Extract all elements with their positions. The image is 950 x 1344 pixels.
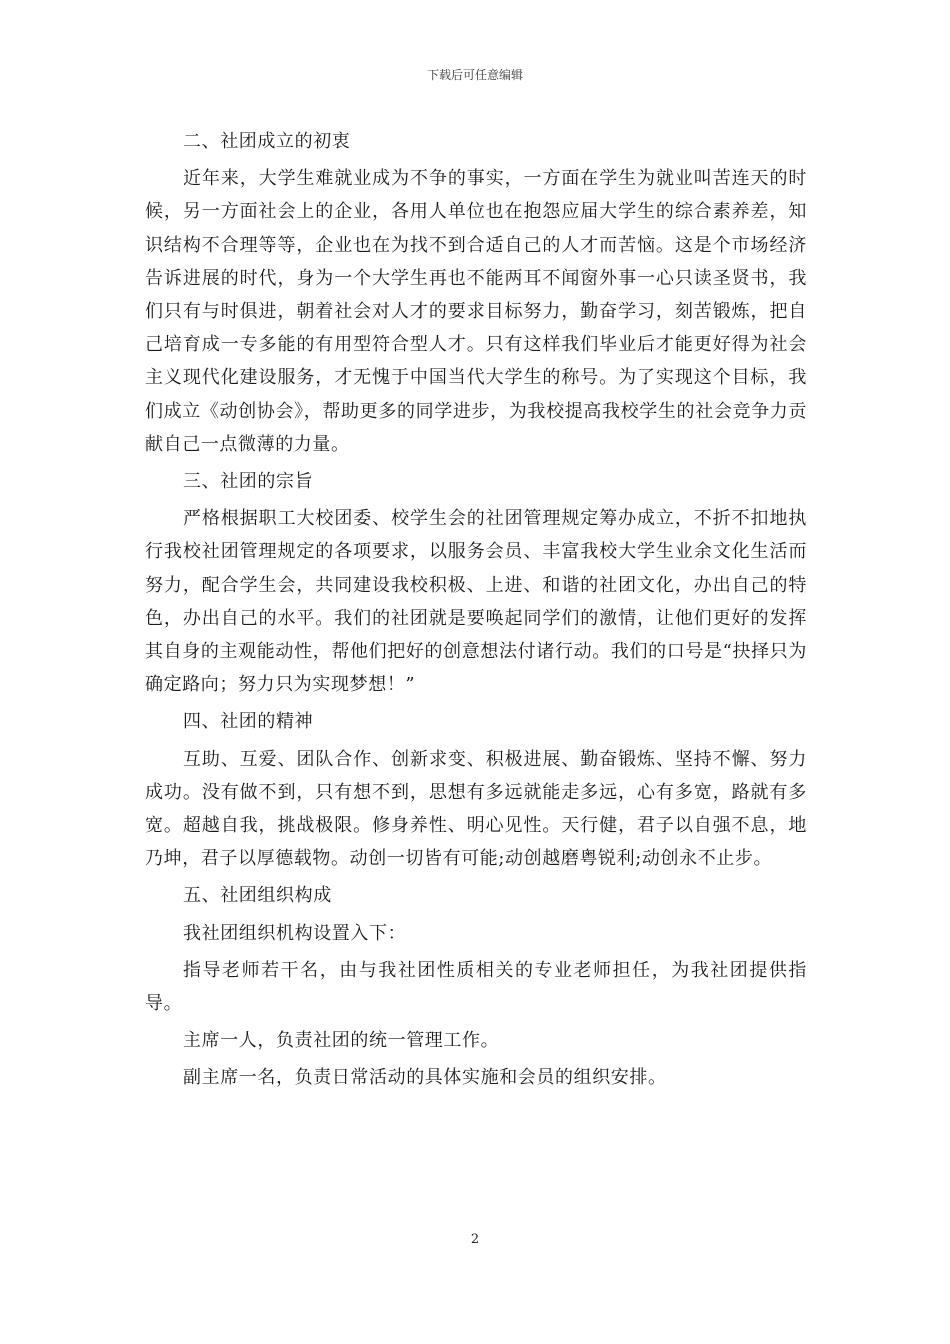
section-heading-founding: 二、社团成立的初衷 (183, 131, 351, 152)
section-heading-spirit: 四、社团的精神 (183, 711, 314, 733)
page-number: 2 (470, 1232, 480, 1247)
paragraph-structure-vice-chair: 副主席一名，负责日常活动的具体实施和会员的组织安排。 (183, 1067, 667, 1089)
paragraph-structure-chair: 主席一人，负责社团的统一管理工作。 (183, 1030, 500, 1052)
paragraph-purpose: 严格根据职工大校团委、校学生会的社团管理规定筹办成立，不折不扣地执行我校社团管理规定的各项要求，以服务会员、丰富我校大学生业余文化生活而努力，配合学生会，共同建设我校积极、上进、和谐的社团文化，办出自己的特色，办出自己的水平。我们的社团就是要唤起同学们的激情，让他们更好的发挥其自身的主观能动性，帮他们把好的创意想法付诸行动。我们的口号是“抉择只为确定路向；努力只为实现梦想！” (145, 508, 807, 696)
paragraph-structure-advisors: 指导老师若干名，由与我社团性质相关的专业老师担任，为我社团提供指导。 (145, 959, 807, 1015)
section-heading-purpose: 三、社团的宗旨 (183, 471, 314, 493)
page-header: 下载后可任意编辑 (426, 68, 523, 82)
document-body (145, 125, 807, 1099)
paragraph-founding: 近年来，大学生难就业成为不争的事实，一方面在学生为就业叫苦连天的时候，另一方面社会上的企业，各用人单位也在抱怨应届大学生的综合素养差，知识结构不合理等等，企业也在为找不到合适自己的人才而苦恼。这是个市场经济告诉进展的时代，身为一个大学生再也不能两耳不闻窗外事一心只读圣贤书，我们只有与时俱进，朝着社会对人才的要求目标努力，勤奋学习，刻苦锻炼，把自己培育成一专多能的有用型符合型人才。只有这样我们毕业后才能更好得为社会主义现代化建设服务，才无愧于中国当代大学生的称号。为了实现这个目标，我们成立《动创协会》，帮助更多的同学进步，为我校提高我校学生的社会竞争力贡献自己一点微薄的力量。 (145, 168, 807, 455)
paragraph-structure-intro: 我社团组织机构设置入下： (183, 922, 407, 944)
section-heading-structure: 五、社团组织构成 (183, 885, 332, 907)
paragraph-spirit: 互助、互爱、团队合作、创新求变、积极进展、勤奋锻炼、坚持不懈、努力成功。没有做不到，只有想不到，思想有多远就能走多远，心有多宽，路就有多宽。超越自我，挑战极限。修身养性、明心见性。天行健，君子以自强不息，地乃坤，君子以厚德载物。动创一切皆有可能;动创越磨粤锐利;动创永不止步。 (145, 748, 807, 870)
